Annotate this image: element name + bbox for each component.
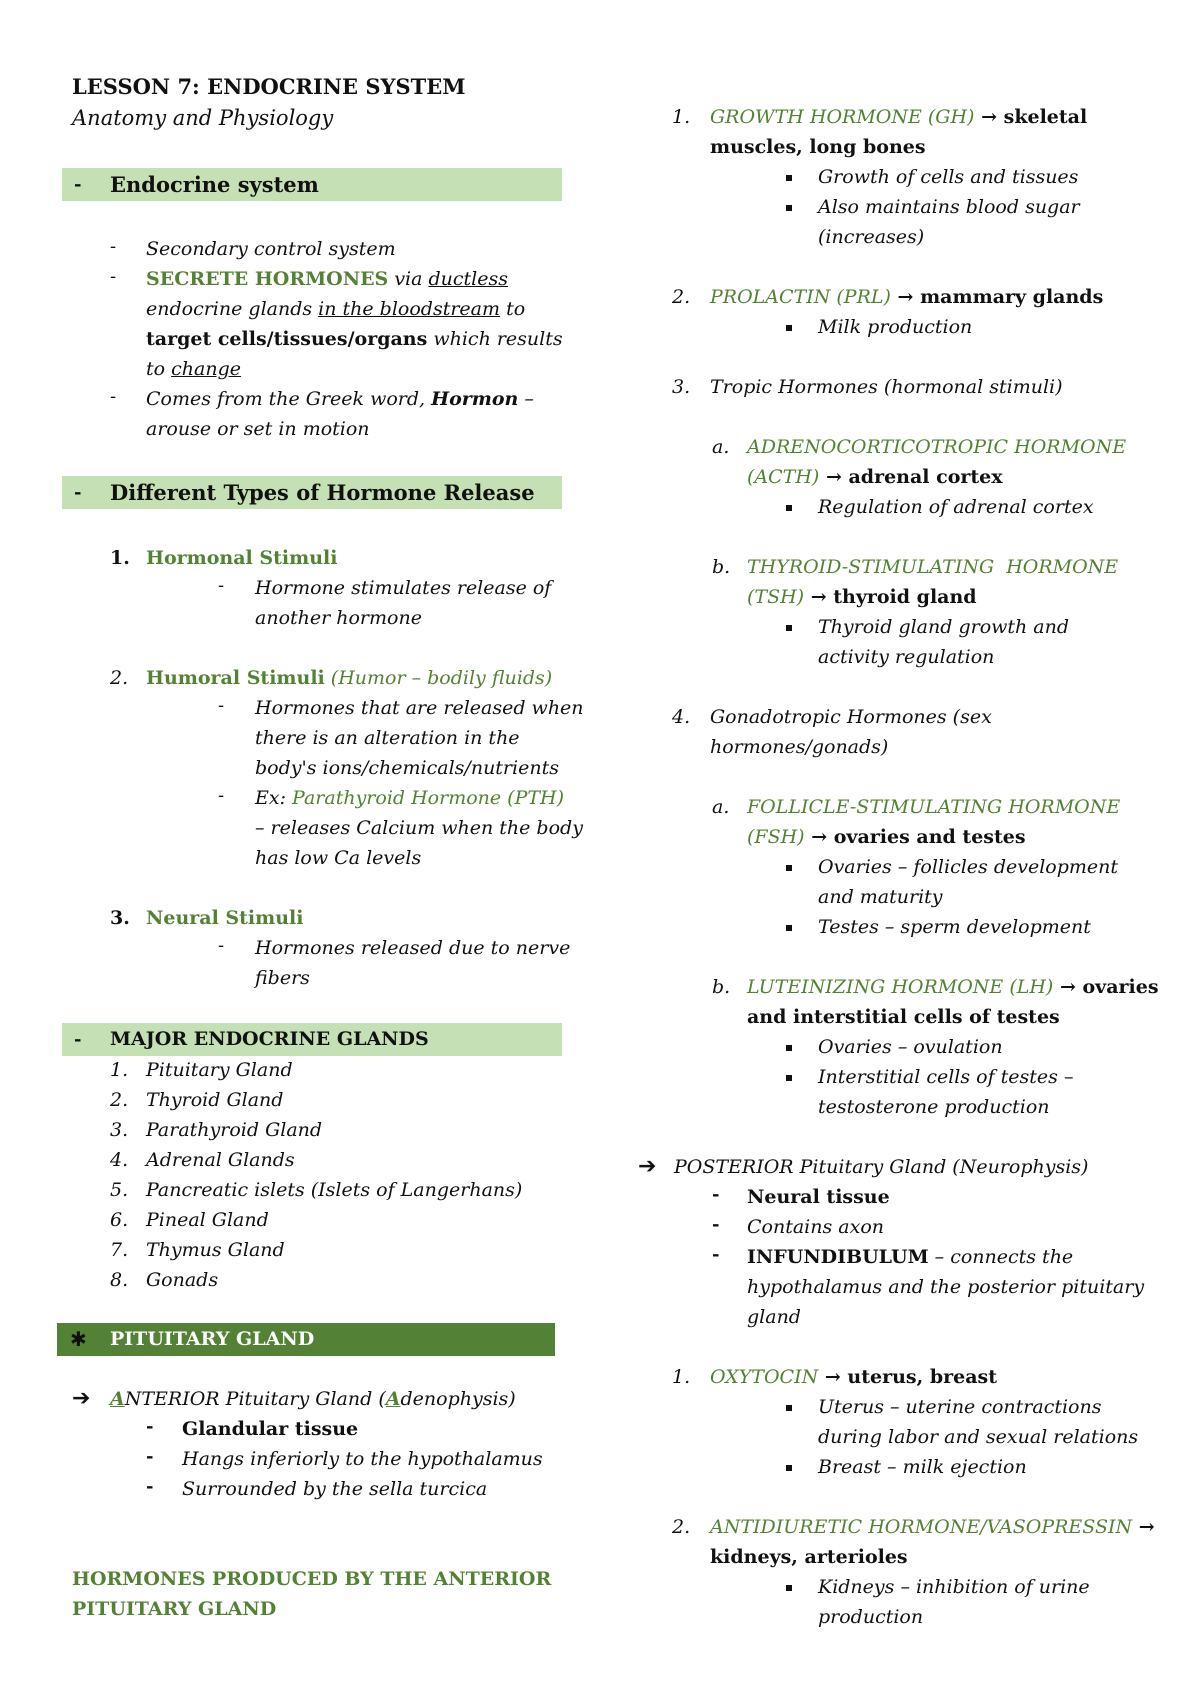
text: endocrine glands xyxy=(146,298,319,320)
text: OXYTOCIN xyxy=(710,1366,819,1388)
section-dash: - xyxy=(74,174,82,195)
text: change xyxy=(171,358,241,380)
list-item-cont: and maturity xyxy=(818,886,943,908)
text: Humoral Stimuli xyxy=(146,667,325,689)
text: – xyxy=(518,388,534,410)
gland-list-item: Gonads xyxy=(146,1269,219,1291)
list-item xyxy=(255,783,564,813)
text: in the bloodstream xyxy=(318,298,501,320)
fsh-heading: FOLLICLE-STIMULATING HORMONE xyxy=(747,796,1121,818)
list-letter: b. xyxy=(712,976,731,998)
oxytocin-heading xyxy=(710,1362,997,1392)
fsh-heading-cont xyxy=(747,822,1026,852)
list-dash: - xyxy=(218,575,225,596)
list-dash: - xyxy=(712,1184,720,1205)
list-item-cont: there is an alteration in the xyxy=(255,727,520,749)
section-heading-endocrine: Endocrine system xyxy=(110,172,319,197)
square-bullet-icon xyxy=(786,1045,792,1051)
list-item: Growth of cells and tissues xyxy=(818,166,1079,188)
text: Hormon xyxy=(431,388,519,410)
list-number: 2. xyxy=(110,667,129,689)
text: to xyxy=(500,298,526,320)
adh-heading xyxy=(710,1512,1155,1542)
square-bullet-icon xyxy=(786,505,792,511)
gland-list-item: Thymus Gland xyxy=(146,1239,285,1261)
list-item: Ovaries – ovulation xyxy=(818,1036,1003,1058)
list-item: Neural tissue xyxy=(747,1186,890,1208)
list-number: 1. xyxy=(672,1366,691,1388)
list-item-cont: activity regulation xyxy=(818,646,995,668)
list-item-cont: arouse or set in motion xyxy=(146,418,370,440)
square-bullet-icon xyxy=(786,1585,792,1591)
text: (FSH) xyxy=(747,826,805,848)
anterior-heading xyxy=(110,1384,516,1414)
acth-heading: ADRENOCORTICOTROPIC HORMONE xyxy=(747,436,1127,458)
text: Parathyroid Hormone (PTH) xyxy=(292,787,565,809)
text: (Humor – bodily fluids) xyxy=(324,667,553,689)
text: denophysis) xyxy=(400,1388,516,1410)
list-item: Ovaries – follicles development xyxy=(818,856,1119,878)
list-number: 2. xyxy=(672,1516,691,1538)
adh-heading-cont: kidneys, arterioles xyxy=(710,1546,908,1568)
list-dash: - xyxy=(110,386,117,407)
list-item-cont xyxy=(146,324,563,354)
text: → thyroid gland xyxy=(804,586,977,608)
asterisk-icon: ✱ xyxy=(70,1327,87,1351)
list-item-cont: body's ions/chemicals/nutrients xyxy=(255,757,559,779)
arrow-right-icon: ➔ xyxy=(72,1386,91,1411)
text: GROWTH HORMONE (GH) xyxy=(710,106,975,128)
list-item-cont: production xyxy=(818,1606,924,1628)
list-letter: a. xyxy=(712,796,730,818)
list-number: 3. xyxy=(110,1119,129,1141)
text: ANTIDIURETIC HORMONE/VASOPRESSIN xyxy=(710,1516,1133,1538)
list-item xyxy=(747,1242,1073,1272)
square-bullet-icon xyxy=(786,625,792,631)
list-dash: - xyxy=(146,1416,154,1437)
square-bullet-icon xyxy=(786,1075,792,1081)
text: to xyxy=(146,358,172,380)
list-dash: - xyxy=(712,1244,720,1265)
list-letter: b. xyxy=(712,556,731,578)
list-item: Secondary control system xyxy=(146,238,396,260)
list-dash: - xyxy=(146,1476,154,1497)
list-item: Hormones released due to nerve xyxy=(255,937,571,959)
text: ductless xyxy=(428,268,508,290)
list-item: Kidneys – inhibition of urine xyxy=(818,1576,1090,1598)
list-number: 6. xyxy=(110,1209,129,1231)
tropic-heading: Tropic Hormones (hormonal stimuli) xyxy=(710,376,1063,398)
list-item: Hormones that are released when xyxy=(255,697,584,719)
lesson-title: LESSON 7: ENDOCRINE SYSTEM xyxy=(72,74,466,99)
list-item-cont: has low Ca levels xyxy=(255,847,422,869)
list-item xyxy=(146,384,534,414)
list-item: Surrounded by the sella turcica xyxy=(182,1478,488,1500)
text: which results xyxy=(427,328,563,350)
lh-heading xyxy=(747,972,1159,1002)
acth-heading-cont xyxy=(747,462,1003,492)
square-bullet-icon xyxy=(786,1465,792,1471)
gland-list-item: Pituitary Gland xyxy=(146,1059,293,1081)
list-item-cont: testosterone production xyxy=(818,1096,1050,1118)
square-bullet-icon xyxy=(786,1405,792,1411)
text: → ovaries and testes xyxy=(804,826,1026,848)
list-number: 1. xyxy=(110,547,130,569)
arrow-right-icon: ➔ xyxy=(638,1154,657,1179)
list-dash: - xyxy=(110,266,117,287)
list-item: Regulation of adrenal cortex xyxy=(818,496,1094,518)
text: – connects the xyxy=(928,1246,1074,1268)
list-item-cont: hypothalamus and the posterior pituitary xyxy=(747,1276,1145,1298)
list-dash: - xyxy=(146,1446,154,1467)
text: A xyxy=(385,1388,401,1410)
text: INFUNDIBULUM xyxy=(747,1246,929,1268)
produced-heading-line1: HORMONES PRODUCED BY THE ANTERIOR xyxy=(72,1568,552,1590)
neural-stimuli-title: Neural Stimuli xyxy=(146,907,304,929)
gland-list-item: Parathyroid Gland xyxy=(146,1119,323,1141)
text: LUTEINIZING HORMONE (LH) xyxy=(747,976,1054,998)
square-bullet-icon xyxy=(786,175,792,181)
lh-heading-cont: and interstitial cells of testes xyxy=(747,1006,1060,1028)
list-item: Hangs inferiorly to the hypothalamus xyxy=(182,1448,543,1470)
text: via xyxy=(388,268,429,290)
list-item-cont: fibers xyxy=(255,967,310,989)
text: target cells/tissues/organs xyxy=(146,328,428,350)
text: (TSH) xyxy=(747,586,805,608)
list-item: Breast – milk ejection xyxy=(818,1456,1027,1478)
gland-list-item: Pancreatic islets (Islets of Langerhans) xyxy=(146,1179,523,1201)
square-bullet-icon xyxy=(786,205,792,211)
text: → mammary glands xyxy=(890,286,1104,308)
gland-list-item: Adrenal Glands xyxy=(146,1149,295,1171)
gland-list-item: Pineal Gland xyxy=(146,1209,269,1231)
text: Comes from the Greek word, xyxy=(146,388,432,410)
list-number: 3. xyxy=(110,907,130,929)
section-heading-pituitary: PITUITARY GLAND xyxy=(110,1328,315,1350)
section-dash: - xyxy=(74,1029,82,1050)
prl-heading xyxy=(710,282,1103,312)
list-number: 2. xyxy=(110,1089,129,1111)
text: Pituitary Gland ( xyxy=(219,1388,386,1410)
list-item: Thyroid gland growth and xyxy=(818,616,1070,638)
list-number: 5. xyxy=(110,1179,129,1201)
list-number: 4. xyxy=(110,1149,129,1171)
gland-list-item: Thyroid Gland xyxy=(146,1089,284,1111)
lesson-subtitle: Anatomy and Physiology xyxy=(72,106,334,130)
list-item-cont xyxy=(146,354,241,384)
text: (ACTH) xyxy=(747,466,820,488)
list-item: Hormone stimulates release of xyxy=(255,577,552,599)
posterior-heading: POSTERIOR Pituitary Gland (Neurophysis) xyxy=(674,1156,1089,1178)
text: A xyxy=(110,1388,125,1410)
list-item xyxy=(146,264,508,294)
produced-heading-line2: PITUITARY GLAND xyxy=(72,1598,277,1620)
secrete-hormones: SECRETE HORMONES xyxy=(146,268,389,290)
list-item: Glandular tissue xyxy=(182,1418,359,1440)
text: → uterus, breast xyxy=(818,1366,997,1388)
list-item: Also maintains blood sugar xyxy=(818,196,1080,218)
list-number: 8. xyxy=(110,1269,129,1291)
list-number: 4. xyxy=(672,706,691,728)
text: → ovaries xyxy=(1053,976,1159,998)
tsh-heading-cont xyxy=(747,582,977,612)
list-item-cont: – releases Calcium when the body xyxy=(255,817,583,839)
text: PROLACTIN (PRL) xyxy=(710,286,891,308)
list-item: Contains axon xyxy=(747,1216,884,1238)
text: → adrenal cortex xyxy=(819,466,1003,488)
square-bullet-icon xyxy=(786,865,792,871)
list-item: Milk production xyxy=(818,316,973,338)
list-item-cont: gland xyxy=(747,1306,801,1328)
list-item-cont: during labor and sexual relations xyxy=(818,1426,1139,1448)
list-number: 1. xyxy=(110,1059,129,1081)
section-dash: - xyxy=(74,482,82,503)
square-bullet-icon xyxy=(786,325,792,331)
list-number: 3. xyxy=(672,376,691,398)
list-letter: a. xyxy=(712,436,730,458)
text: NTERIOR xyxy=(124,1388,220,1410)
list-dash: - xyxy=(218,695,225,716)
list-dash: - xyxy=(218,785,225,806)
hormonal-stimuli-title: Hormonal Stimuli xyxy=(146,547,338,569)
square-bullet-icon xyxy=(786,925,792,931)
gh-heading xyxy=(710,102,1087,132)
section-heading-glands: MAJOR ENDOCRINE GLANDS xyxy=(110,1028,429,1050)
list-item: Testes – sperm development xyxy=(818,916,1091,938)
list-dash: - xyxy=(218,935,225,956)
gonad-heading-cont: hormones/gonads) xyxy=(710,736,889,758)
list-item: Uterus – uterine contractions xyxy=(818,1396,1102,1418)
list-dash: - xyxy=(712,1214,720,1235)
gonad-heading: Gonadotropic Hormones (sex xyxy=(710,706,992,728)
text: Ex: xyxy=(255,787,293,809)
gh-heading-cont: muscles, long bones xyxy=(710,136,926,158)
list-number: 2. xyxy=(672,286,691,308)
section-heading-release: Different Types of Hormone Release xyxy=(110,480,535,505)
text: → skeletal xyxy=(974,106,1088,128)
list-number: 1. xyxy=(672,106,691,128)
list-item: Interstitial cells of testes – xyxy=(818,1066,1074,1088)
tsh-heading: THYROID-STIMULATING HORMONE xyxy=(747,556,1119,578)
list-item-cont: another hormone xyxy=(255,607,422,629)
list-item-cont: (increases) xyxy=(818,226,925,248)
list-item-cont xyxy=(146,294,525,324)
list-number: 7. xyxy=(110,1239,129,1261)
list-dash: - xyxy=(110,236,117,257)
text: → xyxy=(1132,1516,1155,1538)
humoral-stimuli-title xyxy=(146,663,552,693)
